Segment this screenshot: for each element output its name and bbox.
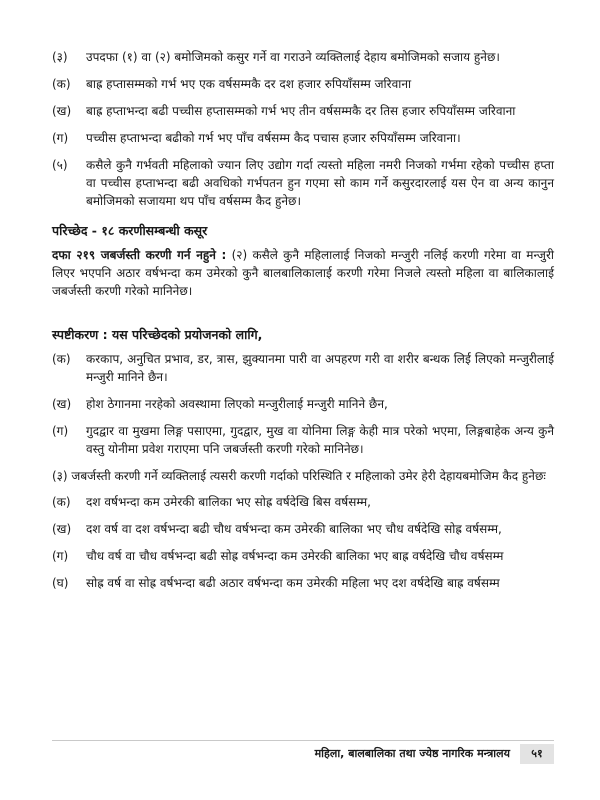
item-marker: (क) xyxy=(52,495,71,509)
list-item xyxy=(52,547,554,565)
item-text: कसैले कुनै गर्भवती महिलाको ज्यान लिए उद्योग गर्दा त्यस्तो महिला नमरी निजको गर्भमा रहेको पच्चीस हप्ता वा पच्चीस हप्ताभन्दा बढी अवधिको गर्भपतन हुन गएमा सो काम गर्ने कसुरदारलाई यस ऐन वा अन्य कानुन बमोजिमको सजायमा थप पाँच वर्षसम्म कैद हुनेछ। xyxy=(86,158,554,208)
list-item xyxy=(52,422,554,458)
item-text: सोह्र वर्ष वा सोह्र वर्षभन्दा बढी अठार वर्षभन्दा कम उमेरकी महिला भए दश वर्षदेखि बाह्र वर्षसम्म xyxy=(86,576,500,590)
list-item xyxy=(52,129,554,147)
list-top xyxy=(52,48,554,210)
list-item xyxy=(52,395,554,413)
item-marker: (ख) xyxy=(52,104,72,118)
chapter-heading: परिच्छेद - १८ करणीसम्बन्धी कसूर xyxy=(52,223,208,238)
list-item xyxy=(52,48,554,66)
list-item xyxy=(52,102,554,120)
item-text: बाह्र हप्ताभन्दा बढी पच्चीस हप्तासम्मको गर्भ भए तीन वर्षसम्मकै दर तिस हजार रुपियाँसम्म जरिवाना xyxy=(86,104,516,118)
item-marker: (ख) xyxy=(52,522,72,536)
section-paragraph xyxy=(52,246,554,300)
list-explanation xyxy=(52,350,554,458)
item-text: बाह्र हप्तासम्मको गर्भ भए एक वर्षसम्मकै दर दश हजार रुपियाँसम्म जरिवाना xyxy=(86,77,412,91)
section-body: (२) कसैले कुनै महिलालाई निजको मन्जुरी नलिई करणी गरेमा वा मन्जुरी लिएर भएपनि अठार वर्षभन्दा कम उमेरको कुनै बालबालिकालाई करणी गरेमा निजले त्यस्तो महिला वा बालिकालाई जबर्जस्ती करणी गरेको मानिनेछ। xyxy=(52,248,554,298)
item-text: करकाप, अनुचित प्रभाव, डर, त्रास, झुक्यानमा पारी वा अपहरण गरी वा शरीर बन्धक लिई लिएको मन्जुरीलाई मन्जुरी मानिने छैन। xyxy=(86,352,554,384)
page-number: ५१ xyxy=(520,744,554,764)
footer-title: महिला, बालबालिका तथा ज्येष्ठ नागरिक मन्त्रालय xyxy=(314,747,510,760)
subsection-paragraph: (३) जबर्जस्ती करणी गर्ने व्यक्तिलाई त्यसरी करणी गर्दाको परिस्थिति र महिलाको उमेर हेरी देहायबमोजिम कैद हुनेछः xyxy=(52,469,546,483)
item-marker: (ग) xyxy=(52,424,69,438)
item-marker: (ग) xyxy=(52,549,69,563)
item-text: चौध वर्ष वा चौध वर्षभन्दा बढी सोह्र वर्षभन्दा कम उमेरकी बालिका भए बाह्र वर्षदेखि चौध वर्षसम्म xyxy=(86,549,504,563)
list-item xyxy=(52,75,554,93)
item-text: होश ठेगानमा नरहेको अवस्थामा लिएको मन्जुरीलाई मन्जुरी मानिने छैन, xyxy=(86,397,388,411)
list-item xyxy=(52,520,554,538)
item-marker: (३) xyxy=(52,50,68,64)
item-marker: (क) xyxy=(52,77,71,91)
footer-divider xyxy=(52,740,554,741)
list-item xyxy=(52,574,554,592)
list-item xyxy=(52,350,554,386)
item-marker: (घ) xyxy=(52,576,69,590)
item-text: उपदफा (१) वा (२) बमोजिमको कसुर गर्ने वा गराउने व्यक्तिलाई देहाय बमोजिमको सजाय हुनेछ। xyxy=(86,50,500,64)
page-content xyxy=(52,48,554,601)
explanation-heading: स्पष्टीकरण : यस परिच्छेदको प्रयोजनको लागि, xyxy=(52,327,263,342)
item-text: दश वर्ष वा दश वर्षभन्दा बढी चौध वर्षभन्दा कम उमेरकी बालिका भए चौध वर्षदेखि सोह्र वर्षसम्म, xyxy=(86,522,502,536)
item-text: पच्चीस हप्ताभन्दा बढीको गर्भ भए पाँच वर्षसम्म कैद पचास हजार रुपियाँसम्म जरिवाना। xyxy=(86,131,461,145)
item-marker: (ग) xyxy=(52,131,69,145)
list-bottom xyxy=(52,493,554,592)
section-title: दफा २१९ जबर्जस्ती करणी गर्न नहुने : xyxy=(52,248,227,262)
item-text: गुदद्वार वा मुखमा लिङ्ग पसाएमा, गुदद्वार, मुख वा योनिमा लिङ्ग केही मात्र परेको भएमा, लिङ्गबाहेक अन्य कुनै वस्तु योनीमा प्रवेश गराएमा पनि जबर्जस्ती करणी गरेको मानिनेछ। xyxy=(86,424,554,456)
item-marker: (क) xyxy=(52,352,71,366)
item-marker: (५) xyxy=(52,158,68,172)
page-footer xyxy=(52,744,554,764)
item-text: दश वर्षभन्दा कम उमेरकी बालिका भए सोह्र वर्षदेखि बिस वर्षसम्म, xyxy=(86,495,371,509)
list-item xyxy=(52,493,554,511)
item-marker: (ख) xyxy=(52,397,72,411)
spacer xyxy=(52,308,554,314)
list-item xyxy=(52,156,554,210)
